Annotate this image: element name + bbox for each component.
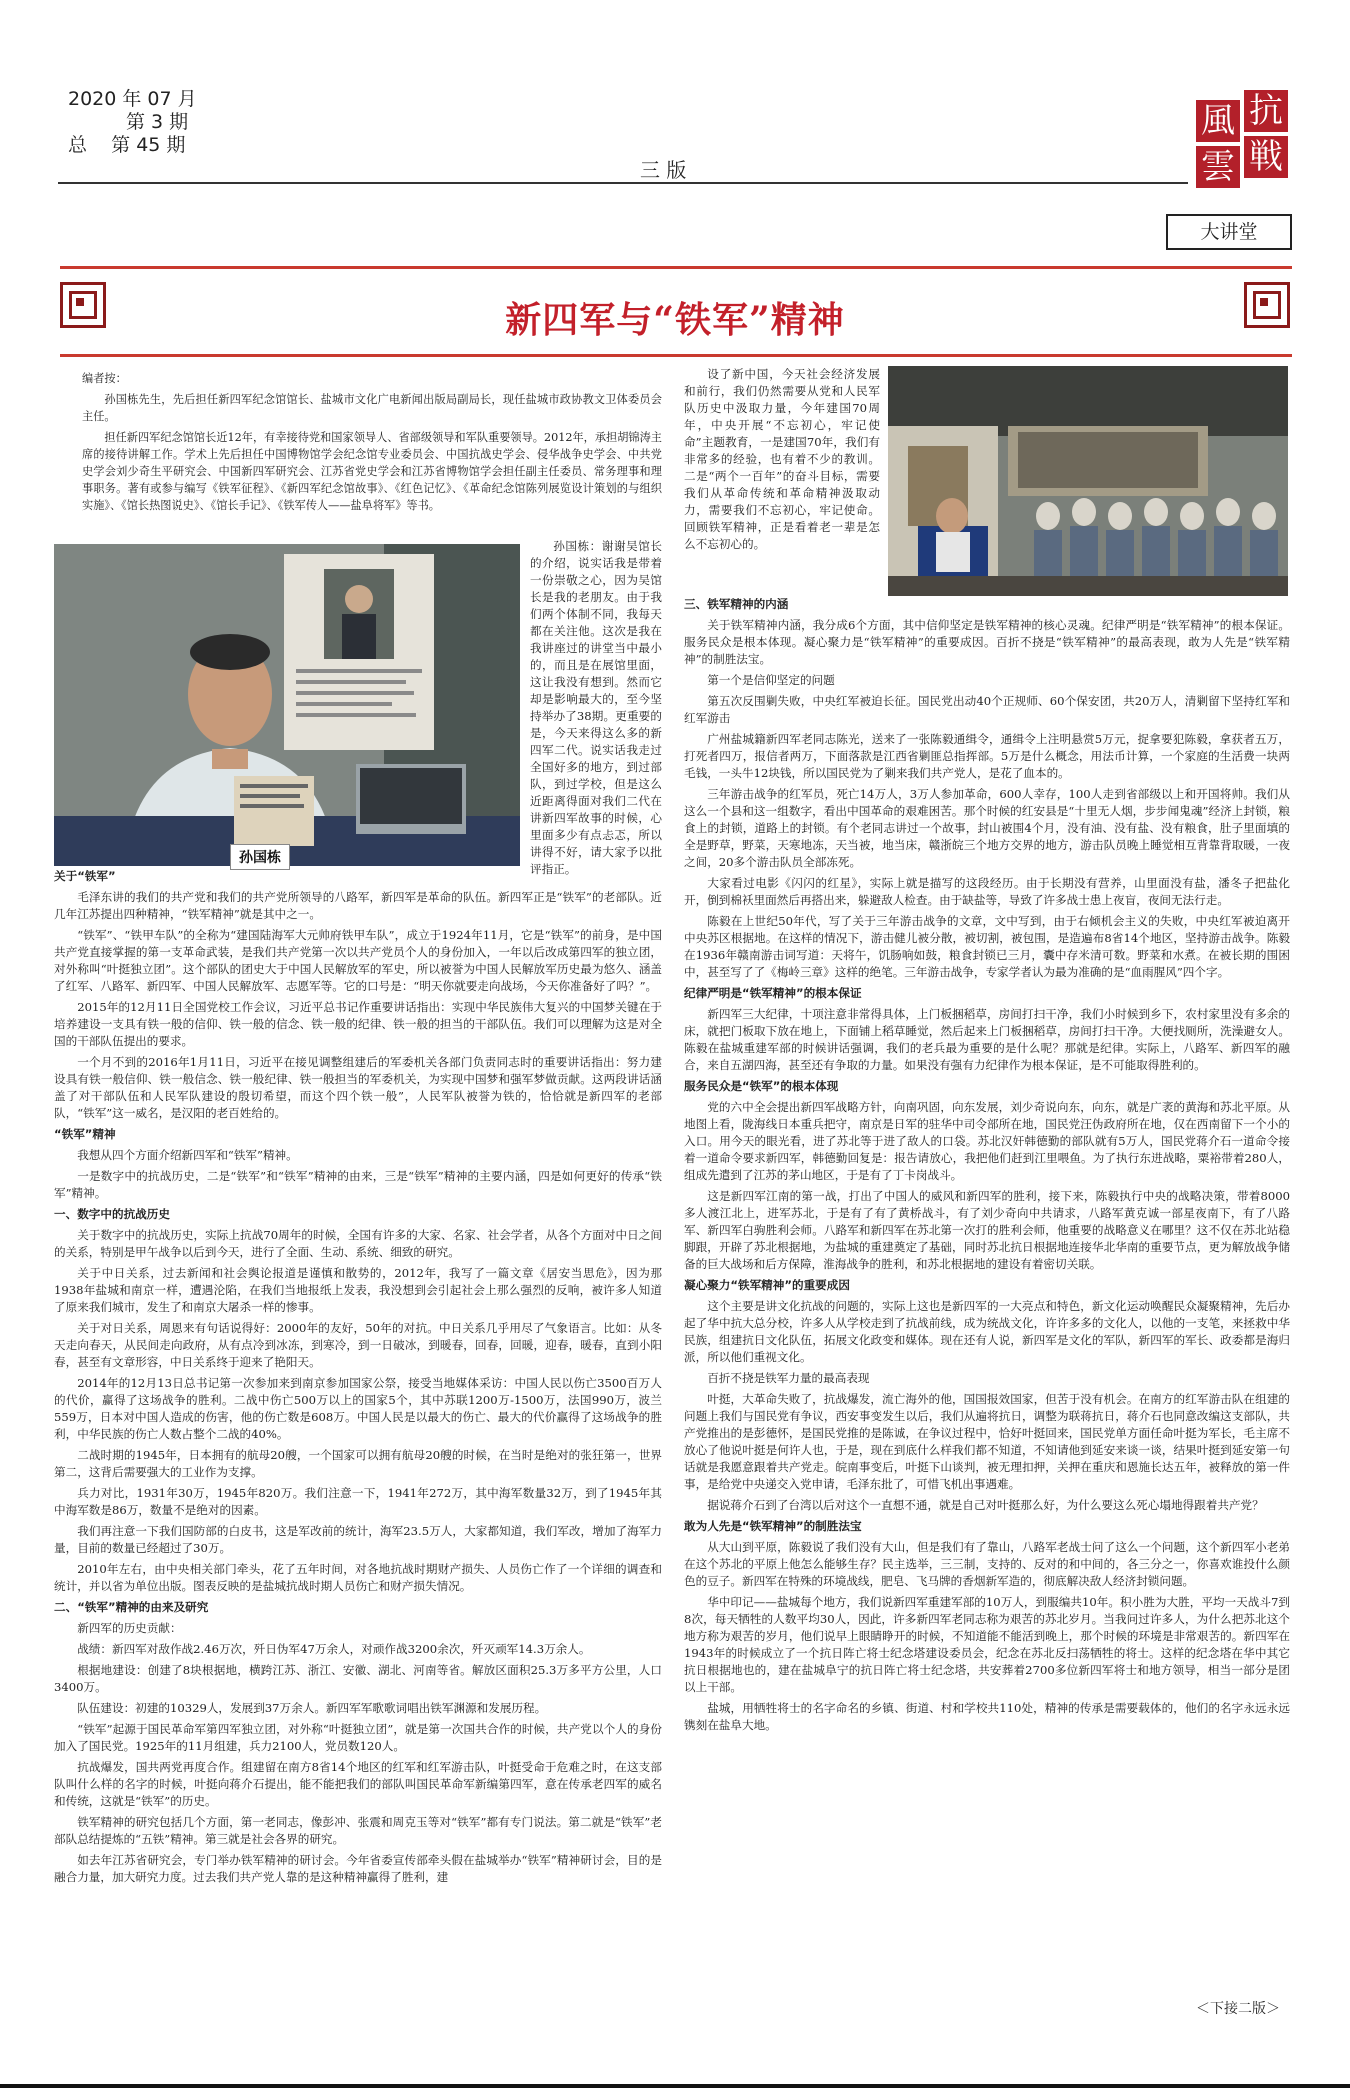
paragraph: 关于对日关系，周恩来有句话说得好：2000年的友好，50年的对抗。中日关系几乎用尽了气象语言。比如：从冬天走向春天，从民间走向政府，从有点冷到冰冻，到寒冷，到一日破冰，到暖春，回春，回暖，迎春，暖春，直到小阳春，甚至有文章形容，中日关系终于迎来了艳阳天。 [54, 1321, 662, 1369]
paragraph: 2014年的12月13日总书记第一次参加来到南京参加国家公祭，接受当地媒体采访：中国人民以伤亡3500百万人的代价，赢得了这场战争的胜利。二战中伤亡500万以上的国家5个，其中苏联1200万-1500万，法国990万，波兰559万，日本对中国人造成的伤害，他的伤亡数是608万。中国人民是以最大的伤亡、最大的代价赢得了这场战争的胜利，中华民族的伤亡人数占整个二战的40%。 [54, 1376, 662, 1441]
paragraph: 一个月不到的2016年1月11日，习近平在接见调整组建后的军委机关各部门负责同志时的重要讲话指出：努力建设具有铁一般信仰、铁一般信念、铁一般纪律、铁一般担当的军委机关，为实现中国梦和强军梦做贡献。这两段讲话涵盖了对干部队伍和人民军队建设的殷切希望，而这个四个铁一般”，人民军队被誉为铁的，恰恰就是新四军的老部队，“铁军”这一威名，是汉阳的老百姓给的。 [54, 1055, 662, 1120]
issue-number: 第 3 期 [126, 111, 189, 133]
paragraph: 战绩：新四军对敌作战2.46万次，歼日伪军47万余人，对顽作战3200余次，歼灭顽军14.3万余人。 [77, 1642, 591, 1656]
paragraph: 这是新四军江南的第一战，打出了中国人的威风和新四军的胜利，接下来，陈毅执行中央的战略决策，带着8000多人渡江北上，进军苏北，于是有了有了黄桥战斗，有了刘少奇向中共请求，八路军黄克诚一部星夜南下，有了八路军、新四军白驹胜利会师。八路军和新四军在苏北第一次打的胜利会师，他重要的战略意义在哪里？这不仅在苏北站稳脚跟，开辟了苏北根据地，为盐城的重建奠定了基础，同时苏北抗日根据地连接华北华南的重要节点，更为解放战争储备的巨大战场和后方保障，淮海战争的胜利，和苏北根据地的建设有着密切关联。 [684, 1189, 1290, 1271]
paragraph: 设了新中国，今天社会经济发展和前行，我们仍然需要从党和人民军队历史中汲取力量，今年建国70周年，中央开展“不忘初心，牢记使命”主题教育，一是建国70年，我们有非常多的经验，也有着不少的教训。二是“两个一百年”的奋斗目标，需要我们从革命传统和革命精神汲取动力，需要我们不忘初心，牢记使命。回顾铁军精神，正是看着老一辈是怎么不忘初心的。 [684, 367, 880, 551]
logo-char: 戦 [1244, 136, 1288, 178]
issue-total: 总 第 45 期 [68, 134, 186, 156]
intro-paragraph: 孙国栋：谢谢吴馆长的介绍，说实话我是带着一份崇敬之心，因为吴馆长是我的老朋友。由于我们两个体制不同，我每天都在关注他。这次是我在我讲座过的讲堂当中最小的，而且是在展馆里面，这让我没有想到。然而它却是影响最大的，至今坚持举办了38期。更重要的是，今天来得这么多的新四军二代。说实话我走过全国好多的地方，到过部队，到过学校，但是这么近距离得面对我们二代在讲新四军故事的时候，心里面多少有点忐忑，所以讲得不好，请大家予以批评指正。 [530, 539, 662, 876]
paragraph: 我想从四个方面介绍新四军和“铁军”精神。 [77, 1148, 298, 1162]
subhead: 敢为人先是“铁军精神”的制胜法宝 [684, 1519, 862, 1533]
paragraph: 广州盐城籍新四军老同志陈光，送来了一张陈毅通缉令，通缉令上注明悬赏5万元，捉拿要犯陈毅，拿获者五万，打死者四万，报信者两万，下面落款是江西省剿匪总指挥部。5万是什么概念，用法币计算，一个家庭的生活费一块两毛钱，一头牛12块钱，所以国民党为了剿来我们共产党人，是花了血本的。 [684, 732, 1290, 780]
paragraph: 这个主要是讲文化抗战的问题的，实际上这也是新四军的一大亮点和特色，新文化运动唤醒民众凝聚精神，先后办起了华中抗大总分校，许多人从学校走到了抗战前线，成为统战文化，许许多多的文化人，以他的一支笔，来拯救中华民族，组建抗日文化队伍，拓展文化政变和媒体。现在还有人说，新四军是文化的军队，新四军的军长、政委都是海归派，所以他们重视文化。 [684, 1299, 1290, 1364]
speaker-photo [54, 544, 520, 866]
editor-note [82, 370, 662, 536]
headline: 新四军与“铁军”精神 [505, 299, 845, 341]
paragraph: 关于数字中的抗战历史，实际上抗战70周年的时候，全国有许多的大家、名家、社会学者，从各个方面对中日之间的关系，特别是甲午战争以后到今天，进行了全面、生动、系统、细致的研究。 [54, 1228, 662, 1259]
paragraph: 叶挺，大革命失败了，抗战爆发，流亡海外的他，国国报效国家，但苦于没有机会。在南方的红军游击队在组建的问题上我们与国民党有争议，西安事变发生以后，我们从遍将抗日，调整为联蒋抗日，蒋介石也同意改编这支部队，共产党推出的是彭德怀，是国民党推的是陈诚，在争议过程中，恰好叶挺回来，国民党单方面任命叶挺为军长，毛主席不放心了他说叶挺是何许人也，于是，现在到底什么样我们都不知道，不知请他到延安来谈一谈，结果叶挺到延安第一句话就是我愿意跟着共产党走。皖南事变后，叶挺下山谈判，被无理扣押，关押在重庆和恩施长达五年，被释放的第一件事，是给党中央递交入党申请，毛泽东批了，可惜飞机出事遇难。 [684, 1392, 1290, 1491]
paragraph: 二战时期的1945年，日本拥有的航母20艘，一个国家可以拥有航母20艘的时候，在当时是绝对的张狂第一，世界第二，这背后需要强大的工业作为支撑。 [54, 1448, 662, 1479]
subhead: 服务民众是“铁军”的根本体现 [684, 1079, 839, 1093]
paragraph: 兵力对比，1931年30万，1945年820万。我们注意一下，1941年272万，其中海军数量32万，到了1945年其中海军数是86万，数量不是绝对的因素。 [54, 1486, 662, 1517]
subhead: “铁军”精神 [54, 1127, 116, 1141]
audience-photo [888, 366, 1288, 596]
paragraph: 关于铁军精神内涵，我分成6个方面，其中信仰坚定是铁军精神的核心灵魂。纪律严明是“铁军精神”的根本保证。服务民众是根本体现。凝心聚力是“铁军精神”的重要成因。百折不挠是“铁军精神”的最高表现，敢为人先是“铁军精神”的制胜法宝。 [684, 618, 1290, 666]
paragraph: 2015年的12月11日全国党校工作会议，习近平总书记作重要讲话指出：实现中华民族伟大复兴的中国梦关键在于培养建设一支具有铁一般的信仰、铁一般的信念、铁一般的纪律、铁一般的担当的干部队伍。我们可以理解为这是对全国的干部队伍提出的要求。 [54, 1000, 662, 1048]
logo-char: 雲 [1196, 146, 1240, 188]
page-number: 三 版 [640, 158, 687, 182]
paragraph: “铁军”起源于国民革命军第四军独立团，对外称“叶挺独立团”，就是第一次国共合作的时候，共产党以个人的身份加入了国民党。1925年的11月组建，兵力2100人，党员数120人。 [54, 1722, 662, 1753]
paragraph: 百折不挠是铁军力量的最高表现 [707, 1371, 870, 1385]
paragraph: 新四军三大纪律，十项注意非常得具体，上门板捆稻草，房间打扫干净，我们小时候到乡下，农村家里没有多余的床，就把门板取下放在地上，下面铺上稻草睡觉，然后起来上门板捆稻草，房间打扫干净。大便找厕所，洗澡避女人。陈毅在盐城重建军部的时候讲话强调，我们的老兵最为重要的是什么呢？那就是纪律。实际上，八路军、新四军的融合，来自五湖四海，甚至还有争取的力量。如果没有强有力纪律作为根本保证，是不可能取得胜利的。 [684, 1007, 1290, 1072]
paragraph: 铁军精神的研究包括几个方面，第一老同志，像彭冲、张震和周克玉等对“铁军”都有专门说法。第二就是“铁军”老部队总结提炼的“五铁”精神。第三就是社会各界的研究。 [54, 1815, 662, 1846]
paragraph: 盐城，用牺牲将士的名字命名的乡镇、街道、村和学校共110处，精神的传承是需要载体的，他们的名字永远永远镌刻在盐阜大地。 [684, 1701, 1290, 1732]
article-column-2-top [684, 366, 880, 586]
paragraph: 一是数字中的抗战历史，二是“铁军”和“铁军”精神的由来，三是“铁军”精神的主要内涵，四是如何更好的传承“铁军”精神。 [54, 1169, 662, 1200]
continued-note: ＜下接二版＞ [1196, 2001, 1280, 2017]
issue-date-block [68, 88, 197, 157]
editor-note-p1: 孙国栋先生，先后担任新四军纪念馆馆长、盐城市文化广电新闻出版局副局长，现任盐城市政协教文卫体委员会主任。 [82, 393, 662, 423]
editor-note-p2: 担任新四军纪念馆馆长近12年，有幸接待党和国家领导人、省部级领导和军队重要领导。2012年，承担胡锦涛主席的接待讲解工作。学术上先后担任中国博物馆学会纪念馆专业委员会、中国抗战史学会、侵华战争史学会、中共党史学会刘少奇生平研究会、中国新四军研究会、江苏省党史学会和江苏省博物馆学会担任副主任委员、常务理事和理事职务。著有或参与编写《铁军征程》、《新四军纪念馆故事》、《红色记忆》、《革命纪念馆陈列展览设计策划的与组织实施》、《馆长热图说史》、《馆长手记》、《铁军传人——盐阜将军》等书。 [82, 431, 662, 512]
subhead: 三、铁军精神的内涵 [684, 597, 789, 611]
editor-note-label: 编者按： [82, 372, 127, 385]
bottom-rule [0, 2084, 1350, 2088]
subhead: 关于“铁军” [54, 869, 116, 883]
paragraph: 第一个是信仰坚定的问题 [707, 673, 835, 687]
paragraph: 据说蒋介石到了台湾以后对这个一直想不通，就是自己对叶挺那么好，为什么要这么死心塌地得跟着共产党？ [707, 1498, 1264, 1512]
paragraph: 党的六中全会提出新四军战略方针，向南巩固，向东发展，刘少奇说向东，向东，就是广袤的黄海和苏北平原。从地图上看，陇海线日本重兵把守，南京是日军的驻华中司令部所在地，国民党汪伪政府所在地，仅在西南留下一个小的入口。用今天的眼光看，进了苏北等于进了敌人的口袋。苏北汉奸韩德勤的部队就有5万人，国民党蒋介石一道命令接着一道命令要求新四军，韩德勤回复是：报告请放心，我把他们赶到江里喂鱼。为了执行东进战略，粟裕带着280人，组成先遣到了江苏的茅山地区，于是有了丁卡岗战斗。 [684, 1100, 1290, 1182]
paragraph: 三年游击战争的红军员，死亡14万人，3万人参加革命，600人幸存，100人走到省部级以上和开国将帅。我们从这么一个县和这一组数字，看出中国革命的艰难困苦。那个时候的红安县是“十里无人烟，步步闻鬼魂”经济上封锁，粮食上的封锁，道路上的封锁。有个老同志讲过一个故事，封山被围4个月，没有油、没有盐、没有粮食，肚子里面填的全是野草，野菜，天寒地冻，天当被，地当床，赣浙皖三个地方交界的地方，游击队员晚上睡觉相互背靠背取暖，一夜之间，20多个游击队员全部冻死。 [684, 787, 1290, 869]
subhead: 纪律严明是“铁军精神”的根本保证 [684, 986, 862, 1000]
newspaper-logo [1196, 90, 1292, 187]
paragraph: 关于中日关系，过去新闻和社会舆论报道是谨慎和散势的，2012年，我写了一篇文章《居安当思危》，因为那1938年盐城和南京一样，遭遇沦陷，在我们当地报纸上发表，我没想到会引起社会上那么强烈的反响，被许多人知道了原来我们城市，发生了和南京大屠杀一样的惨事。 [54, 1266, 662, 1314]
section-label: 大讲堂 [1166, 214, 1292, 250]
paragraph: 大家看过电影《闪闪的红星》，实际上就是描写的这段经历。由于长期没有营养，山里面没有盐，潘冬子把盐化开，倒到棉袄里面然后再搭出来，躲避敌人检查。由于缺盐等，导致了许多战士患上夜盲，夜间无法行走。 [684, 876, 1290, 907]
top-rule [58, 182, 1188, 184]
article-column-1 [54, 868, 662, 1958]
intro-speech [530, 538, 662, 876]
paragraph: 新四军的历史贡献： [77, 1621, 182, 1635]
paragraph: 第五次反围剿失败，中央红军被迫长征。国民党出动40个正规师、60个保安团，共20万人，清剿留下坚持红军和红军游击 [684, 694, 1290, 725]
paragraph: 毛泽东讲的我们的共产党和我们的共产党所领导的八路军，新四军是革命的队伍。新四军正是“铁军”的老部队。近几年江苏提出四种精神，“铁军精神”就是其中之一。 [54, 890, 662, 921]
paragraph: 队伍建设：初建的10329人，发展到37万余人。新四军军歌歌词唱出铁军渊源和发展历程。 [77, 1701, 547, 1715]
article-column-2 [684, 596, 1290, 1988]
paragraph: 2010年左右，由中央相关部门牵头，花了五年时间，对各地抗战时期财产损失、人员伤亡作了一个详细的调查和统计，并以省为单位出版。图表反映的是盐城抗战时期人员伤亡和财产损失情况。 [54, 1562, 662, 1593]
paragraph: 华中印记——盐城每个地方，我们说新四军重建军部的10万人，到服编共10年。积小胜为大胜，平均一天战斗7到8次，每天牺牲的人数平均30人，因此，许多新四军老同志称为艰苦的苏北岁月。当我问过许多人，为什么把苏北这个地方称为艰苦的岁月，他们说早上眼睛睁开的时候，不知道能不能活到晚上，那个时候的环境是非常艰苦的。新四军在1943年的时候成立了一个抗日阵亡将士纪念塔建设委员会，纪念在苏北反扫荡牺牲的将士。这样的纪念塔在华中其它抗日根据地也的，建在盐城阜宁的抗日阵亡将士纪念塔，共安葬着2700多位新四军将士和地方领导，相当一部分是团以上干部。 [684, 1595, 1290, 1694]
paragraph: 陈毅在上世纪50年代，写了关于三年游击战争的文章，文中写到，由于右倾机会主义的失败，中央红军被迫离开中央苏区根据地。在这样的情况下，游击健儿被分散，被切割，被包围，是造遍布8省14个地区，坚持游击战争。陈毅在1936年赣南游击词写道：天将午，饥肠响如鼓，粮食封锁已三月，囊中存米清可数。野菜和水煮。在被长期的围困中，甚至写了了《梅岭三章》这样的绝笔。三年游击战争，专家学者认为最为准确的是“血雨腥风”四个字。 [684, 914, 1290, 979]
subhead: 一、数字中的抗战历史 [54, 1207, 170, 1221]
paragraph: 抗战爆发，国共两党再度合作。组建留在南方8省14个地区的红军和红军游击队，叶挺受命于危难之时，在这支部队叫什么样的名字的时候，叶挺向蒋介石提出，能不能把我们的部队叫国民革命军新编第四军，意在传承老四军的威名和传统，这就是“铁军”的历史。 [54, 1760, 662, 1808]
logo-char: 抗 [1244, 90, 1288, 132]
paragraph: 根据地建设：创建了8块根据地，横跨江苏、浙江、安徽、湖北、河南等省。解放区面积25.3万多平方公里，人口3400万。 [54, 1663, 662, 1694]
subhead: 凝心聚力“铁军精神”的重要成因 [684, 1278, 850, 1292]
paragraph: “铁军”、“铁甲车队”的全称为“建国陆海军大元帅府铁甲车队”，成立于1924年11月，它是“铁军”的前身，是中国共产党直接掌握的第一支革命武装，是我们共产党第一次以共产党员个人的身份加入，一年以后改成第四军的独立团，对外称叫“叶挺独立团”。这个部队的团史大于中国人民解放军的军史，所以被誉为中国人民解放军历史最为悠久、涵盖了红军、八路军、新四军、中国人民解放军、志愿军等。它的口号是：“明天你就要走向战场，今天你准备好了吗？”。 [54, 928, 662, 993]
issue-date: 2020 年 07 月 [68, 88, 197, 110]
paragraph: 从大山到平原，陈毅说了我们没有大山，但是我们有了靠山，八路军老战士问了这么一个问题，这个新四军小老弟在这个苏北的平原上他怎么能够生存？民主选举，三三制，支持的、反对的和中间的，各三分之一，你喜欢谁投什么颜色的豆子。新四军在特殊的环境战线，肥皂、飞马牌的香烟新军造的，彻底解决敌人经济封锁问题。 [684, 1540, 1290, 1588]
paragraph: 如去年江苏省研究会，专门举办铁军精神的研讨会。今年省委宣传部牵头假在盐城举办“铁军”精神研讨会，目的是融合力量，加大研究力度。过去我们共产党人靠的是这种精神赢得了胜利，建 [54, 1853, 662, 1884]
paragraph: 我们再注意一下我们国防部的白皮书，这是军改前的统计，海军23.5万人，大家都知道，我们军改，增加了海军力量，目前的数量已经超过了30万。 [54, 1524, 662, 1555]
name-placard: 孙国栋 [230, 844, 290, 870]
title-bar-top [60, 266, 1292, 269]
logo-char: 風 [1196, 100, 1240, 142]
title-bar-bottom [60, 354, 1292, 357]
subhead: 二、“铁军”精神的由来及研究 [54, 1600, 209, 1614]
